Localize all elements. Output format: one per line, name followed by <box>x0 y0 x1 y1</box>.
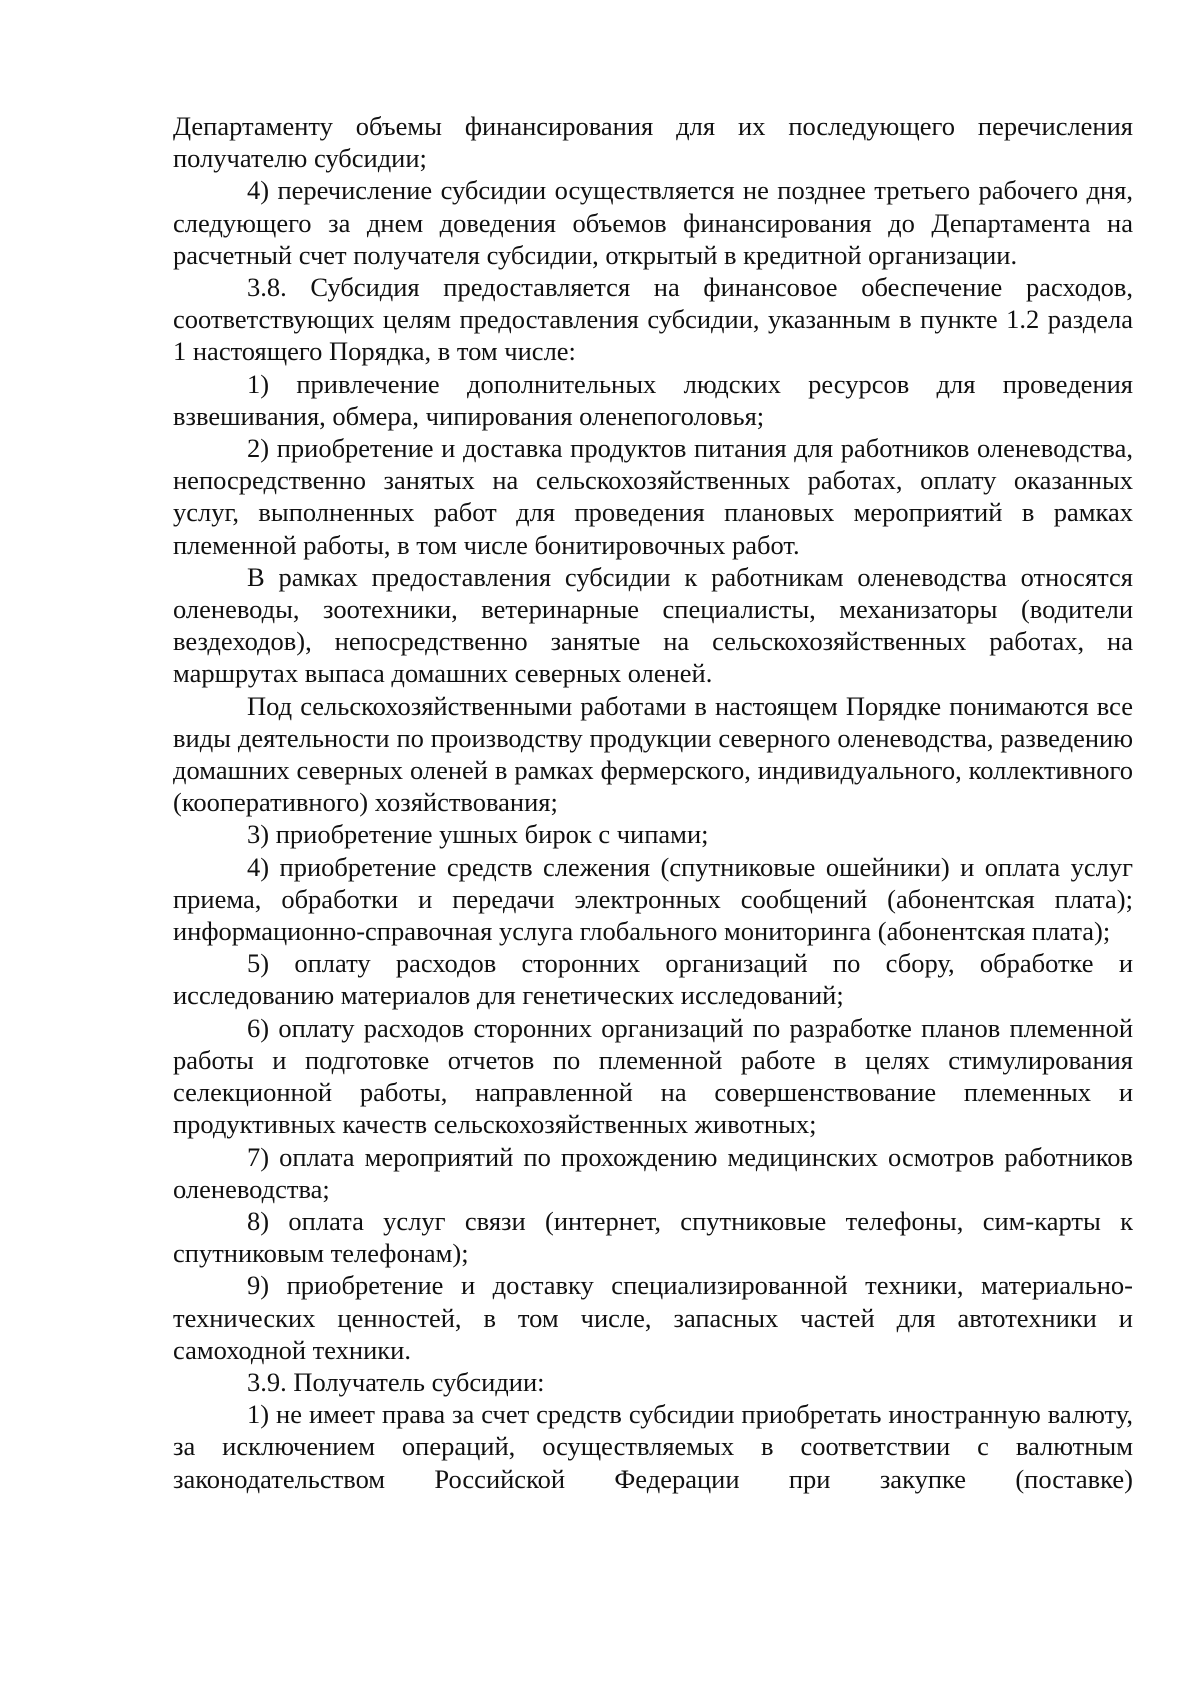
paragraph-item-7-medical: 7) оплата мероприятий по прохождению медицинских осмотров работников оленеводства; <box>173 1141 1133 1204</box>
document-page <box>173 110 1133 1495</box>
paragraph-item-8-communications: 8) оплата услуг связи (интернет, спутниковые телефоны, сим-карты к спутниковым телефонам); <box>173 1205 1133 1269</box>
paragraph-section-3-8: 3.8. Субсидия предоставляется на финансовое обеспечение расходов, соответствующих целям предоставления субсидии, указанным в пункте 1.2 раздела 1 настоящего Порядка, в том числе: <box>173 272 1133 367</box>
paragraph-item-6-breeding-plans: 6) оплату расходов сторонних организаций по разработке планов племенной работы и подготовке отчетов по племенной работе в целях стимулирования селекционной работы, направленной на совершенствование племенных и продуктивных качеств сельскохозяйственных животных; <box>173 1012 1133 1140</box>
paragraph-item-3-ear-tags: 3) приобретение ушных бирок с чипами; <box>247 819 709 850</box>
paragraph-item-4-tracking: 4) приобретение средств слежения (спутниковые ошейники) и оплата услуг приема, обработки и передачи электронных сообщений (абонентская плата); информационно-справочная услуга глобального мониторинга (абонентская плата); <box>173 851 1133 947</box>
paragraph-item-2-food: 2) приобретение и доставка продуктов питания для работников оленеводства, непосредственно занятых на сельскохозяйственных работах, оплату оказанных услуг, выполненных работ для проведения плановых мероприятий в рамках племенной работы, в том числе бонитировочных работ. <box>173 433 1133 560</box>
paragraph-item-5-genetics: 5) оплату расходов сторонних организаций по сбору, обработке и исследованию материалов для генетических исследований; <box>173 948 1133 1011</box>
paragraph-reindeer-workers: В рамках предоставления субсидии к работникам оленеводства относятся оленеводы, зоотехники, ветеринарные специалисты, механизаторы (водители вездеходов), непосредственно занятые на сельскохозяйственных работах, на маршрутах выпаса домашних северных оленей. <box>173 561 1133 689</box>
paragraph-agricultural-work-definition: Под сельскохозяйственными работами в настоящем Порядке понимаются все виды деятельности по производству продукции северного оленеводства, разведению домашних северных оленей в рамках фермерского, индивидуального, коллективного (кооперативного) хозяйствования; <box>173 690 1133 818</box>
paragraph-item-9-equipment: 9) приобретение и доставку специализированной техники, материально-технических ценностей, в том числе, запасных частей для автотехники и самоходной техники. <box>173 1270 1133 1365</box>
paragraph-section-3-9: 3.9. Получатель субсидии: <box>247 1366 545 1397</box>
paragraph-item-4-transfer: 4) перечисление субсидии осуществляется не позднее третьего рабочего дня, следующего за днем доведения объемов финансирования до Департамента на расчетный счет получателя субсидии, открытый в кредитной организации. <box>173 175 1133 270</box>
paragraph-item-1-currency: 1) не имеет права за счет средств субсидии приобретать иностранную валюту, за исключением операций, осуществляемых в соответствии с валютным законодательством Российской Федерации при закупке (поставке) <box>173 1399 1133 1494</box>
paragraph-item-1-labor: 1) привлечение дополнительных людских ресурсов для проведения взвешивания, обмера, чипирования оленепоголовья; <box>173 368 1133 431</box>
paragraph-financing-volumes: Департаменту объемы финансирования для их последующего перечисления получателю субсидии; <box>173 111 1133 174</box>
